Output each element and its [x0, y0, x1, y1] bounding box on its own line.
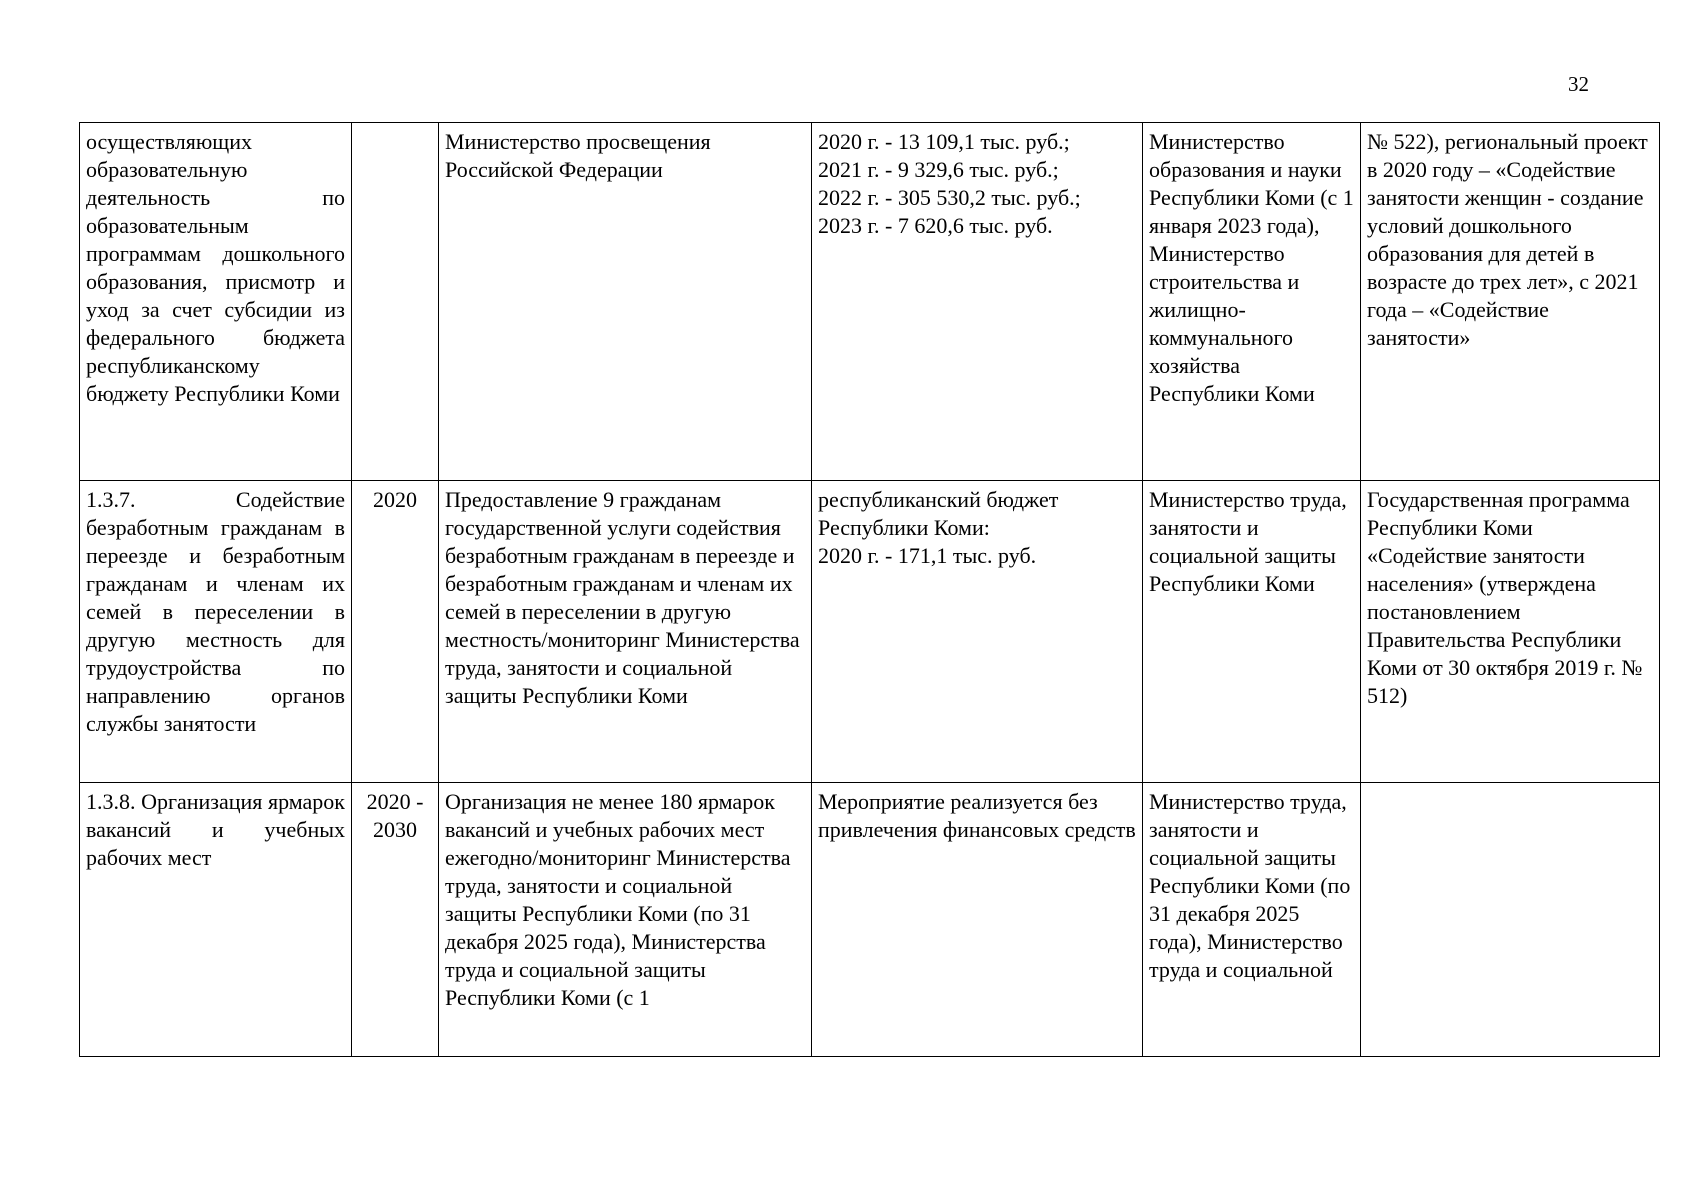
funding-line: 2020 г. - 13 109,1 тыс. руб.; — [818, 129, 1070, 154]
funding-line: 2022 г. - 305 530,2 тыс. руб.; — [818, 185, 1081, 210]
table-row — [80, 481, 1660, 783]
page-number: 32 — [1568, 72, 1589, 96]
link-cell: № 522), региональный проект в 2020 году – «Содействие занятости женщин - создание условий дошкольного образования для детей в возрасте до трех лет», с 2021 года – «Содействие занятости» — [1361, 123, 1660, 481]
funding-cell — [812, 481, 1143, 783]
funding-cell — [812, 783, 1143, 1057]
activity-cell: 1.3.7. Содействие безработным гражданам в переезде и безработным гражданам и членам их семей в переселении в другую местность для трудоустройства по направлению органов службы занятости — [80, 481, 352, 783]
period-cell: 2020 — [352, 481, 439, 783]
table-row — [80, 123, 1660, 481]
activity-cell: осуществляющих образовательную деятельность по образовательным программам дошкольного образования, присмотр и уход за счет субсидии из федерального бюджета республиканскому бюджету Республики Коми — [80, 123, 352, 481]
activity-cell: 1.3.8. Организация ярмарок вакансий и учебных рабочих мест — [80, 783, 352, 1057]
table-row — [80, 783, 1660, 1057]
funding-line: Мероприятие реализуется без привлечения финансовых средств — [818, 789, 1136, 842]
result-cell: Предоставление 9 гражданам государственной услуги содействия безработным гражданам в переезде и безработным гражданам и членам их семей в переселении в другую местность/мониторинг Министерства труда, занятости и социальной защиты Республики Коми — [439, 481, 812, 783]
funding-line: 2021 г. - 9 329,6 тыс. руб.; — [818, 157, 1059, 182]
period-cell: 2020 - 2030 — [352, 783, 439, 1057]
funding-line: 2023 г. - 7 620,6 тыс. руб. — [818, 213, 1053, 238]
executor-cell: Министерство труда, занятости и социальной защиты Республики Коми (по 31 декабря 2025 года), Министерство труда и социальной — [1143, 783, 1361, 1057]
link-cell — [1361, 783, 1660, 1057]
funding-cell — [812, 123, 1143, 481]
funding-line: республиканский бюджет Республики Коми: — [818, 487, 1059, 540]
executor-cell: Министерство образования и науки Республики Коми (с 1 января 2023 года), Министерство строительства и жилищно-коммунального хозяйства Республики Коми — [1143, 123, 1361, 481]
result-cell: Организация не менее 180 ярмарок вакансий и учебных рабочих мест ежегодно/мониторинг Министерства труда, занятости и социальной защиты Республики Коми (по 31 декабря 2025 года), Министерства труда и социальной защиты Республики Коми (с 1 — [439, 783, 812, 1057]
period-cell — [352, 123, 439, 481]
measures-table — [79, 122, 1660, 1057]
link-cell: Государственная программа Республики Коми «Содействие занятости населения» (утверждена постановлением Правительства Республики Коми от 30 октября 2019 г. № 512) — [1361, 481, 1660, 783]
executor-cell: Министерство труда, занятости и социальной защиты Республики Коми — [1143, 481, 1361, 783]
funding-line: 2020 г. - 171,1 тыс. руб. — [818, 543, 1037, 568]
result-cell: Министерство просвещения Российской Федерации — [439, 123, 812, 481]
